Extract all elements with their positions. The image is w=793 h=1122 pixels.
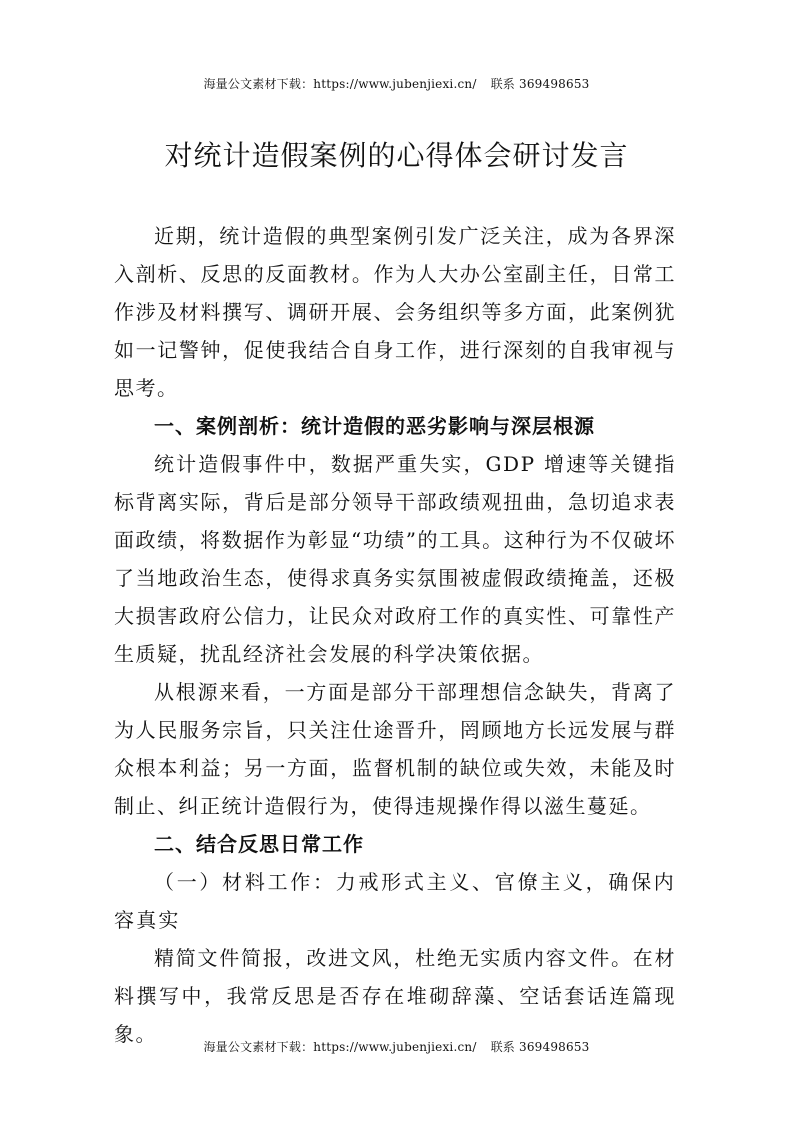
section2-subheading-1: （一）材料工作：力戒形式主义、官僚主义，确保内容真实 [114, 870, 676, 932]
section1-paragraph-2: 从根源来看，一方面是部分干部理想信念缺失，背离了为人民服务宗旨，只关注仕途晋升，罔顾地方长远发展与群众根本利益；另一方面，监督机制的缺位或失效，未能及时制止、纠正统计造假行为，使得违规操作得以滋生蔓延。 [114, 680, 676, 818]
document-title: 对统计造假案例的心得体会研讨发言 [164, 139, 629, 172]
header-site-text: 海量公文素材下载：https://www.jubenjiexi.cn/ [203, 77, 477, 91]
section1-paragraph-1: 统计造假事件中，数据严重失实，GDP 增速等关键指标背离实际，背后是部分领导干部政绩观扭曲，急切追求表面政绩，将数据作为彰显“功绩”的工具。这种行为不仅破坏了当地政治生态，使得求真务实氛围被虚假政绩掩盖，还极大损害政府公信力，让民众对政府工作的真实性、可靠性产生质疑，扰乱经济社会发展的科学决策依据。 [114, 452, 676, 666]
intro-paragraph: 近期，统计造假的典型案例引发广泛关注，成为各界深入剖析、反思的反面教材。作为人大办公室副主任，日常工作涉及材料撰写、调研开展、会务组织等多方面，此案例犹如一记警钟，促使我结合自身工作，进行深刻的自我审视与思考。 [114, 224, 676, 400]
header-contact-text: 联系 369498653 [490, 77, 590, 91]
section1-heading: 一、案例剖析：统计造假的恶劣影响与深层根源 [154, 414, 595, 438]
section2-heading: 二、结合反思日常工作 [154, 832, 364, 856]
footer-site-text: 海量公文素材下载：https://www.jubenjiexi.cn/ [203, 1040, 477, 1054]
section2-paragraph-1: 精简文件简报，改进文风，杜绝无实质内容文件。在材料撰写中，我常反思是否存在堆砌辞藻、空话套话连篇现象。 [114, 946, 676, 1046]
footer-contact-text: 联系 369498653 [490, 1040, 590, 1054]
document-body [114, 217, 676, 1053]
page-footer-note [0, 1038, 793, 1055]
page-header-note [0, 75, 793, 92]
